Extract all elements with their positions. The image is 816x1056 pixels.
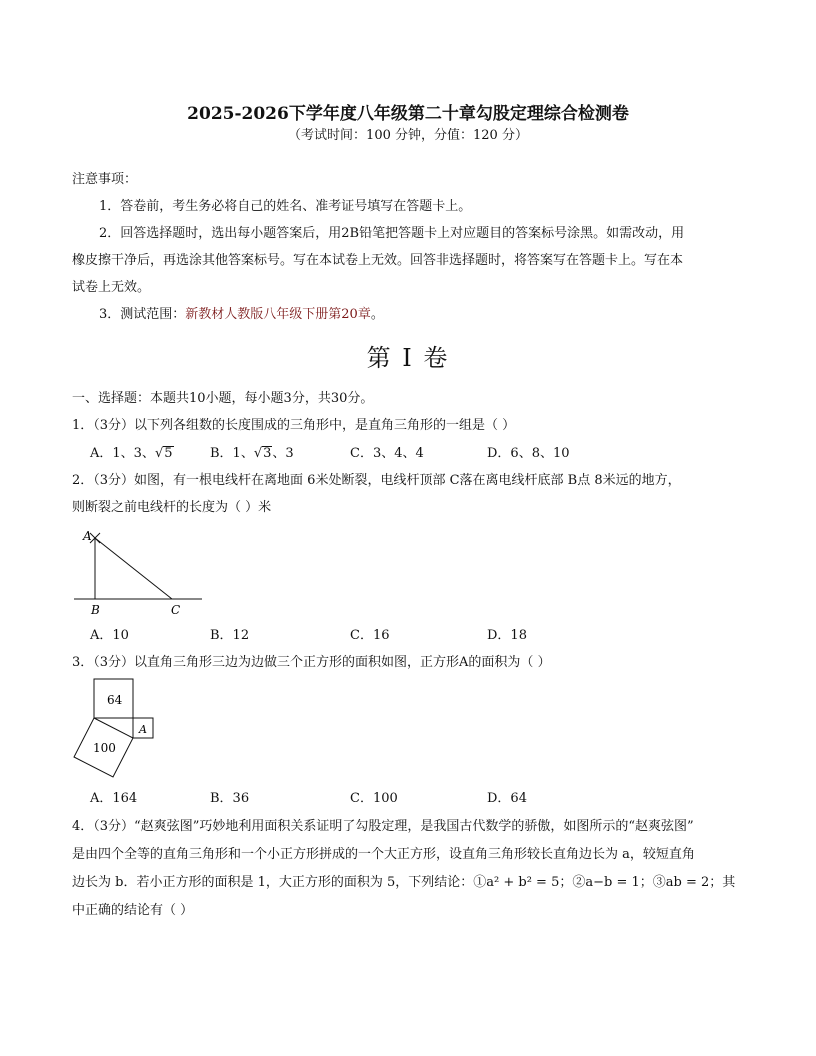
q2-stem-line1: 2．（3分）如图，有一根电线杆在离地面 6米处断裂，电线杆顶部 C落在离电线杆底部 B点 8米远的地方，: [72, 473, 681, 488]
note-2-line3: 试卷上无效。: [72, 280, 151, 295]
q2-option-b: B．12: [210, 628, 250, 643]
point-b-label: B: [91, 603, 100, 617]
q3-stem: 3．（3分）以直角三角形三边为边做三个正方形的面积如图，正方形A的面积为（ ）: [72, 655, 551, 670]
q1-option-b: [210, 444, 294, 464]
q3-option-d: D．64: [487, 791, 527, 806]
note-3-range: 新教材人教版八年级下册第20章: [185, 307, 371, 322]
q1-option-b-radicand: 3: [263, 446, 272, 461]
broken-pole-line: [95, 538, 172, 599]
q3-option-c: C．100: [350, 791, 398, 806]
note-2-line1: 2．回答选择题时，选出每小题答案后，用2B铅笔把答题卡上对应题目的答案标号涂黑。如需改动，用: [99, 226, 685, 241]
notes-heading: 注意事项：: [72, 172, 138, 187]
paper-title: 2025-2026下学年度八年级第二十章勾股定理综合检测卷: [187, 104, 629, 124]
q4-line4: 中正确的结论有（ ）: [72, 903, 194, 918]
q4-line2: 是由四个全等的直角三角形和一个小正方形拼成的一个大正方形，设直角三角形较长直角边长为 a，较短直角: [72, 847, 695, 862]
q2-pole-figure: [68, 528, 208, 618]
q2-stem-line2: 则断裂之前电线杆的长度为（ ）米: [72, 500, 272, 515]
q3-squares-figure: [66, 678, 166, 788]
note-2-line2: 橡皮擦干净后，再选涂其他答案标号。写在本试卷上无效。回答非选择题时，将答案写在答题卡上。写在本: [72, 253, 684, 268]
note-3-prefix: 3．测试范围：: [99, 307, 186, 322]
q1-option-a: [90, 444, 174, 464]
q1-stem: 1．（3分）以下列各组数的长度围成的三角形中，是直角三角形的一组是（ ）: [72, 418, 516, 433]
paper-subtitle: （考试时间：100 分钟，分值：120 分）: [288, 128, 528, 143]
q4-line1: 4．（3分）“赵爽弦图”巧妙地利用面积关系证明了勾股定理，是我国古代数学的骄傲，如图所示的“赵爽弦图”: [72, 819, 694, 834]
q4-line3: 边长为 b．若小正方形的面积是 1，大正方形的面积为 5，下列结论：①a² + b² = 5；②a−b = 1；③ab = 2；其: [72, 875, 736, 890]
sqrt-icon: √: [253, 446, 263, 461]
section-1-heading: 一、选择题：本题共10小题，每小题3分，共30分。: [72, 391, 374, 406]
square-a-label: A: [139, 723, 147, 736]
q1-option-a-radicand: 5: [164, 446, 173, 461]
q1-option-a-text: A．1、3、: [90, 446, 155, 461]
q2-option-c: C．16: [350, 628, 390, 643]
q1-option-b-text: B．1、: [210, 446, 254, 461]
q2-option-a: A．10: [90, 628, 129, 643]
point-a-label: A: [83, 529, 92, 543]
square-100-label: 100: [93, 741, 116, 755]
q3-option-a: A．164: [90, 791, 138, 806]
q1-option-d: D．6、8、10: [487, 446, 570, 461]
q2-option-d: D．18: [487, 628, 527, 643]
square-64-label: 64: [107, 693, 123, 707]
volume-title: 第 I 卷: [366, 344, 450, 372]
note-1: 1．答卷前，考生务必将自己的姓名、准考证号填写在答题卡上。: [99, 199, 472, 214]
q3-option-b: B．36: [210, 791, 250, 806]
point-c-label: C: [171, 603, 181, 617]
q1-option-b-suffix: 、3: [272, 446, 294, 461]
note-3: [99, 305, 384, 325]
q1-option-c: C．3、4、4: [350, 446, 424, 461]
note-3-suffix: 。: [370, 307, 384, 322]
sqrt-icon: √: [154, 446, 164, 461]
